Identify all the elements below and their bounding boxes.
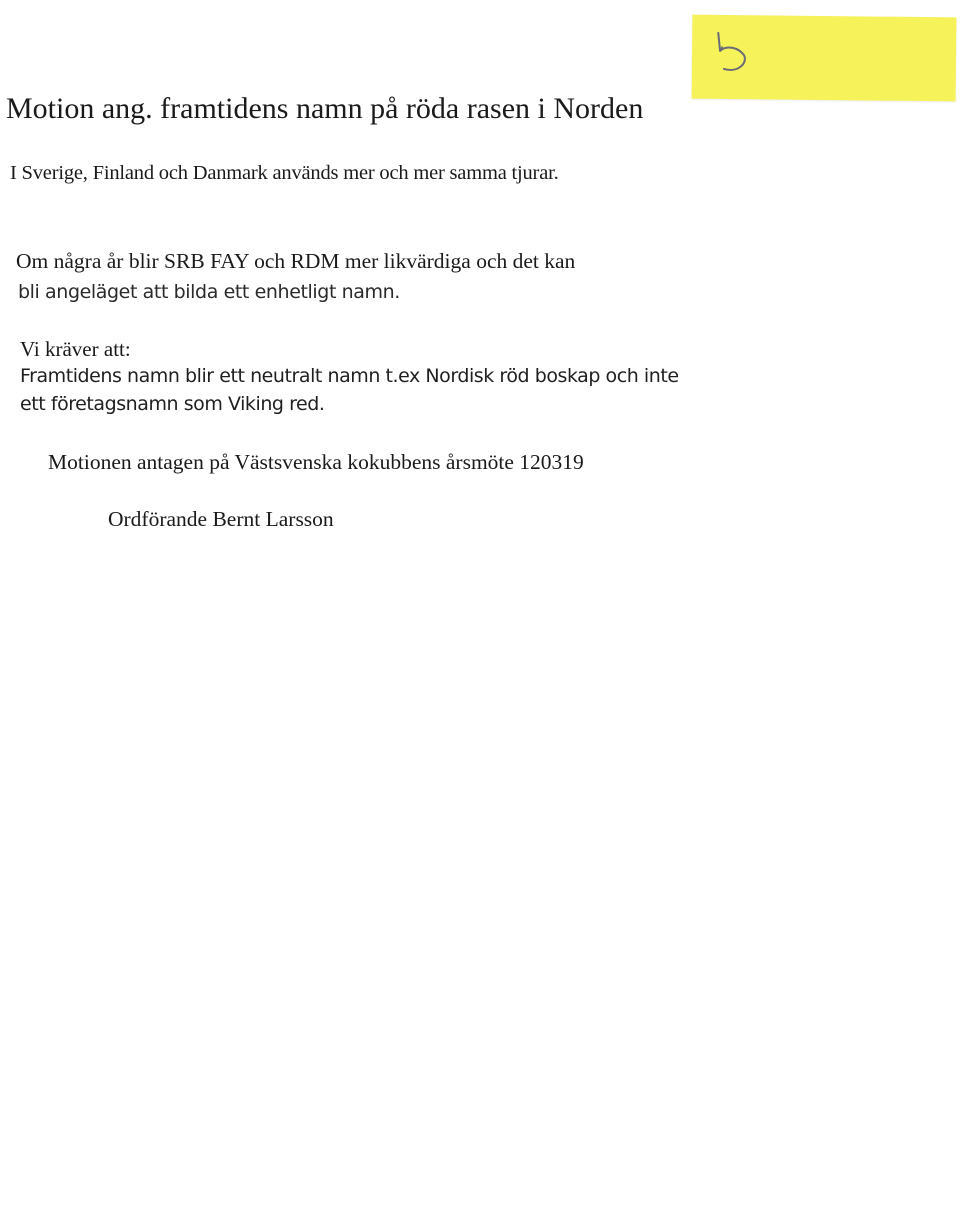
demand-line-2: ett företagsnamn som Viking red. [20,393,325,415]
sticky-note [692,15,957,102]
handwritten-number-five [712,25,757,85]
document-title: Motion ang. framtidens namn på röda rasen i Norden [6,92,644,125]
demand-line-1: Framtidens namn blir ett neutralt namn t.ex Nordisk röd boskap och inte [20,365,679,387]
demand-heading: Vi kräver att: [20,337,131,361]
adopted-note: Motionen antagen på Västsvenska kokubbens årsmöte 120319 [48,450,584,474]
intro-text: I Sverige, Finland och Danmark används mer och mer samma tjurar. [10,162,559,184]
signature-line: Ordförande Bernt Larsson [108,507,334,531]
paragraph-1-line-2: bli angeläget att bilda ett enhetligt namn. [18,281,400,303]
paragraph-1-line-1: Om några år blir SRB FAY och RDM mer likvärdiga och det kan [16,249,576,273]
